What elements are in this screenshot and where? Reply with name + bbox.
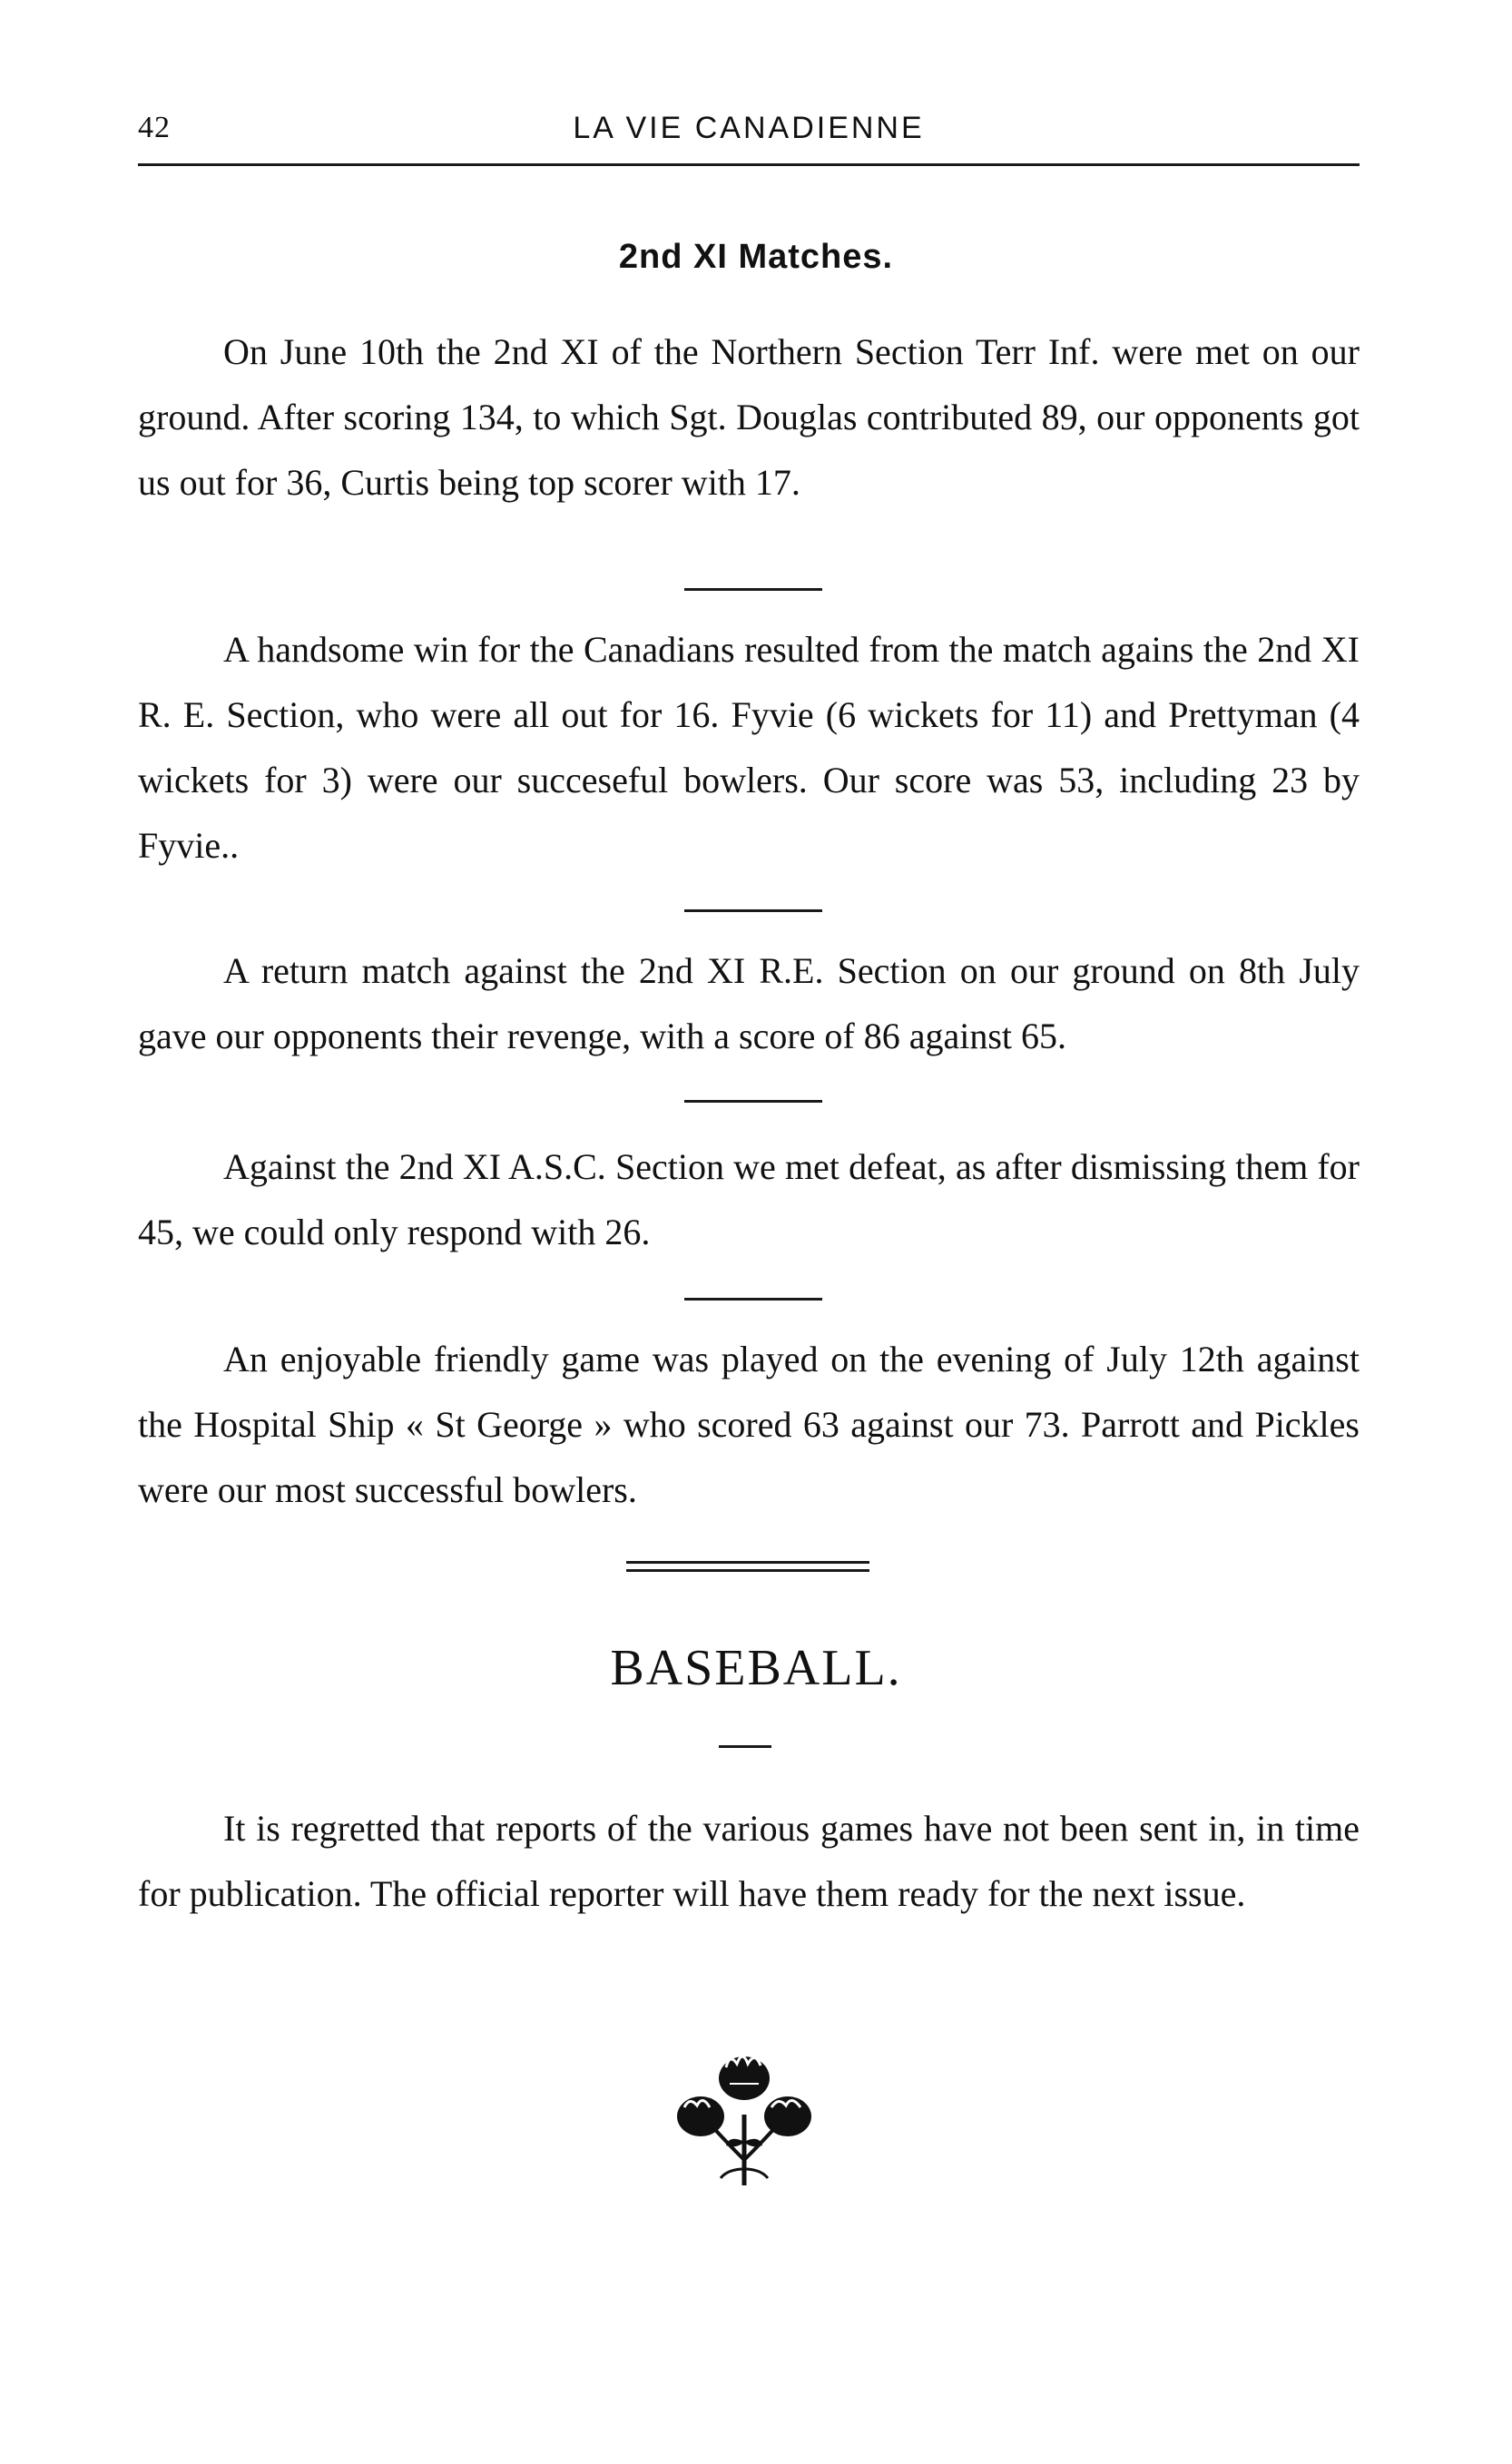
header-rule — [138, 163, 1360, 166]
section-divider — [684, 909, 822, 912]
paragraph-handsome-win: A handsome win for the Canadians resulted from the match agains the 2nd XI R. E. Section, who were all out for 16. Fyvie (6 wickets for 11) and Prettyman (4 wickets for 3) were our succeseful bowlers. Our score was 53, including 23 by Fyvie.. — [138, 629, 1360, 866]
baseball-title: BASEBALL. — [610, 1640, 902, 1696]
double-rule-divider — [626, 1561, 869, 1572]
section-divider — [684, 588, 822, 591]
floral-ornament-icon — [663, 2033, 826, 2196]
title-dash — [719, 1745, 771, 1748]
page-number: 42 — [138, 111, 171, 144]
paragraph-asc-section: Against the 2nd XI A.S.C. Section we met defeat, as after dismissing them for 45, we could only respond with 26. — [138, 1146, 1360, 1252]
page-header — [138, 107, 1360, 162]
section-divider — [684, 1100, 822, 1103]
paragraph-friendly-game: An enjoyable friendly game was played on the evening of July 12th against the Hospital Ship « St George » who scored 63 against our 73. Parrott and Pickles were our most successful bowlers. — [138, 1339, 1360, 1510]
section-heading: 2nd XI Matches. — [618, 238, 894, 276]
running-title: LA VIE CANADIENNE — [573, 111, 925, 145]
paragraph-june-10th: On June 10th the 2nd XI of the Northern Section Terr Inf. were met on our ground. After scoring 134, to which Sgt. Douglas contributed 89, our opponents got us out for 36, Curtis being top scorer with 17. — [138, 331, 1360, 503]
section-divider — [684, 1298, 822, 1301]
paragraph-return-match: A return match against the 2nd XI R.E. Section on our ground on 8th July gave our opponents their revenge, with a score of 86 against 65. — [138, 950, 1360, 1056]
paragraph-baseball: It is regretted that reports of the various games have not been sent in, in time for publication. The official reporter will have them ready for the next issue. — [138, 1808, 1360, 1914]
